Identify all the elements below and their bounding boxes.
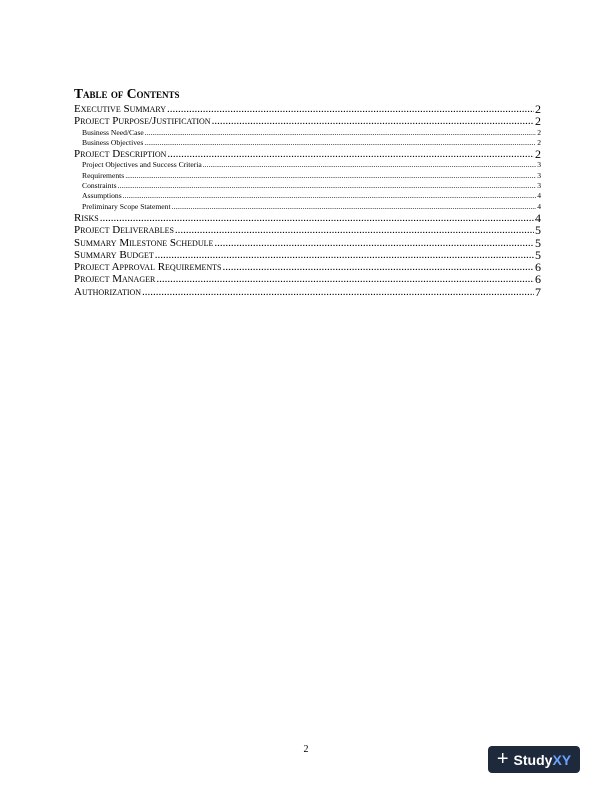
dot-leader	[123, 192, 537, 202]
toc-entry[interactable]	[74, 138, 541, 148]
toc-entry-label: Summary Budget	[74, 248, 154, 261]
toc-entry-label: Executive Summary	[74, 103, 167, 115]
toc-entry-page: 2	[535, 114, 541, 129]
toc-entry-page: 6	[535, 272, 541, 287]
dot-leader	[203, 161, 536, 171]
toc-entry[interactable]	[74, 202, 541, 212]
toc-entry-label: Project Approval Requirements	[74, 261, 222, 274]
toc-entry-page: 5	[535, 235, 541, 250]
toc-entry[interactable]	[74, 237, 541, 249]
toc-entry-page: 2	[535, 102, 541, 116]
toc-entry-page: 5	[535, 247, 541, 262]
dot-leader	[167, 148, 534, 160]
dot-leader	[155, 249, 534, 261]
toc-entry[interactable]	[74, 171, 541, 181]
dot-leader	[214, 237, 534, 249]
toc-entry-label: Business Need/Case	[82, 127, 144, 137]
toc-entry[interactable]	[74, 148, 541, 160]
toc-entry-page: 4	[537, 201, 541, 211]
toc-entry-page: 3	[537, 160, 541, 170]
toc-entry[interactable]	[74, 212, 541, 224]
toc-list	[74, 103, 541, 298]
dot-leader	[100, 212, 534, 224]
toc-entry-label: Project Purpose/Justification	[74, 115, 211, 128]
dot-leader	[125, 171, 536, 181]
toc-entry[interactable]	[74, 286, 541, 298]
toc-entry-page: 2	[535, 147, 541, 162]
toc-entry-label: Risks	[74, 211, 99, 224]
toc-entry[interactable]	[74, 128, 541, 138]
toc-entry-page: 4	[535, 210, 541, 225]
toc-entry[interactable]	[74, 191, 541, 201]
toc-entry[interactable]	[74, 103, 541, 115]
toc-entry-page: 3	[537, 181, 541, 191]
dot-leader	[167, 103, 534, 115]
toc-entry-page: 3	[537, 170, 541, 180]
toc-entry-label: Assumptions	[82, 191, 122, 201]
toc-entry-label: Preliminary Scope Statement	[82, 201, 171, 211]
dot-leader	[212, 116, 534, 128]
dot-leader	[175, 225, 534, 237]
dot-leader	[142, 286, 534, 298]
toc-entry[interactable]	[74, 224, 541, 236]
studyxy-logo[interactable]	[488, 746, 580, 773]
dot-leader	[144, 138, 536, 148]
dot-leader	[172, 202, 537, 212]
toc-entry-page: 2	[537, 127, 541, 137]
toc-entry-label: Project Manager	[74, 273, 156, 286]
toc-entry-label: Business Objectives	[82, 137, 144, 147]
brand-name: StudyXY	[513, 751, 572, 768]
toc-entry[interactable]	[74, 181, 541, 191]
dot-leader	[156, 274, 534, 286]
toc-entry-page: 7	[535, 284, 541, 299]
toc-entry[interactable]	[74, 115, 541, 127]
dot-leader	[118, 181, 537, 191]
toc-entry-label: Constraints	[82, 181, 117, 191]
toc-entry-label: Authorization	[74, 285, 142, 298]
plus-icon: +	[496, 747, 509, 770]
toc-entry-page: 5	[535, 223, 541, 238]
toc-entry-label: Project Deliverables	[74, 224, 174, 237]
dot-leader	[223, 261, 535, 273]
toc-entry-label: Summary Milestone Schedule	[74, 236, 214, 249]
toc-entry[interactable]	[74, 160, 541, 170]
toc-entry-label: Project Description	[74, 148, 167, 161]
table-of-contents	[74, 86, 541, 298]
dot-leader	[145, 128, 536, 138]
toc-entry-page: 2	[537, 137, 541, 147]
toc-entry[interactable]	[74, 261, 541, 273]
toc-heading: Table of Contents	[74, 86, 180, 101]
toc-entry[interactable]	[74, 249, 541, 261]
toc-entry-page: 6	[535, 260, 541, 275]
toc-entry-label: Project Objectives and Success Criteria	[82, 160, 202, 170]
toc-entry-page: 4	[537, 191, 541, 201]
toc-entry-label: Requirements	[82, 170, 125, 180]
page-number: 2	[303, 744, 309, 755]
toc-entry[interactable]	[74, 273, 541, 285]
